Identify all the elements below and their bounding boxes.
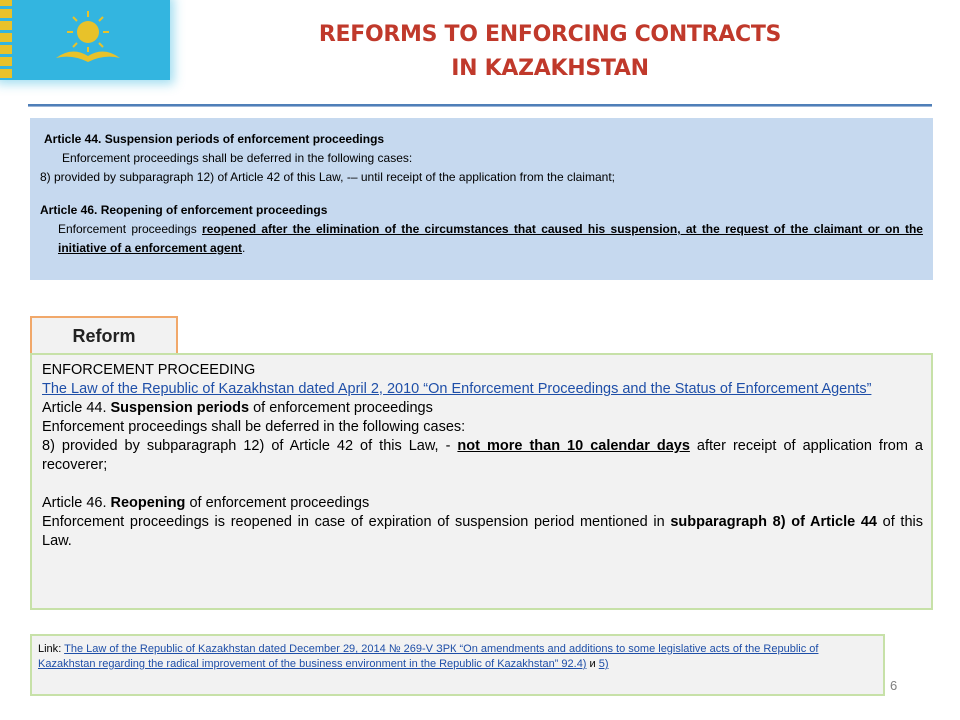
old-art46-text-underlined: reopened after the elimination of the circumstances that caused his suspension, at the request of the claimant or on the initiative of a enforcement agent bbox=[58, 222, 923, 255]
reform-art44-intro: Enforcement proceedings shall be deferred in the following cases: bbox=[42, 419, 466, 435]
reform-section-title: ENFORCEMENT PROCEEDING bbox=[42, 362, 256, 378]
footer-link-and: и bbox=[586, 658, 599, 670]
kazakhstan-flag-icon bbox=[0, 0, 170, 80]
previous-law-box bbox=[30, 118, 933, 280]
amendment-law-link-5[interactable]: 5) bbox=[598, 658, 609, 670]
reform-tab: Reform bbox=[30, 316, 178, 354]
footer-link-colon: : bbox=[58, 643, 65, 655]
old-art46-text-pre: Enforcement proceedings bbox=[58, 222, 203, 236]
old-art46-text bbox=[40, 220, 923, 258]
spacer bbox=[42, 475, 923, 494]
reform-art46-text-pre: Enforcement proceedings is reopened in case of expiration of suspension period mentioned in bbox=[42, 514, 671, 530]
reform-art44-bold: Suspension periods bbox=[110, 400, 250, 416]
reform-art46-text-bold: subparagraph 8) of Article 44 bbox=[670, 514, 877, 530]
reform-art44-post: of enforcement proceedings bbox=[249, 400, 433, 416]
footer-link-label: Link bbox=[38, 643, 59, 655]
page-number: 6 bbox=[890, 678, 898, 693]
amendment-law-link[interactable]: The Law of the Republic of Kazakhstan dated December 29, 2014 № 269-V ЗРК “On amendments and additions to some legislative acts of the Republic of Kazakhstan regarding the radical improvement of the business environment in the Republic of Kazakhstan” 92.4) bbox=[38, 643, 819, 670]
reform-art46-pre: Article 46. bbox=[42, 495, 111, 511]
title-divider bbox=[28, 104, 932, 107]
old-art46-heading: Article 46. Reopening of enforcement proceedings bbox=[40, 203, 328, 217]
old-art44-intro: Enforcement proceedings shall be deferred in the following cases: bbox=[62, 151, 413, 165]
reform-art46-post: of enforcement proceedings bbox=[185, 495, 370, 511]
old-art46-text-post: . bbox=[242, 241, 246, 255]
sun-eagle-icon bbox=[48, 6, 128, 74]
reform-art44-heading bbox=[42, 399, 923, 418]
reform-art44-item8-underlined: not more than 10 calendar days bbox=[457, 438, 690, 454]
flag-ornament bbox=[0, 0, 12, 80]
reform-art46-bold: Reopening bbox=[110, 495, 186, 511]
reform-box bbox=[30, 353, 933, 610]
law-link[interactable]: The Law of the Republic of Kazakhstan dated April 2, 2010 “On Enforcement Proceedings and the Status of Enforcement Agents” bbox=[42, 381, 872, 397]
footer-link-box bbox=[30, 634, 885, 696]
spacer bbox=[40, 187, 923, 201]
reform-art44-item8-pre: 8) provided by subparagraph 12) of Article 42 of this Law, - bbox=[42, 438, 458, 454]
title-line-1: REFORMS TO ENFORCING CONTRACTS bbox=[318, 22, 782, 47]
old-art44-heading: Article 44. Suspension periods of enforcement proceedings bbox=[44, 132, 385, 146]
page-title bbox=[230, 18, 870, 86]
reform-art44-pre: Article 44. bbox=[42, 400, 111, 416]
reform-art46-heading bbox=[42, 494, 923, 513]
title-line-2: IN KAZAKHSTAN bbox=[451, 56, 649, 81]
old-art44-item8: 8) provided by subparagraph 12) of Article 42 of this Law, -– until receipt of the application from the claimant; bbox=[40, 170, 615, 184]
reform-art44-item8 bbox=[42, 437, 923, 475]
reform-art46-text-post: of this Law. bbox=[42, 514, 923, 549]
reform-art46-text bbox=[42, 513, 923, 551]
reform-art44-item8-post: after receipt of application from a recoverer; bbox=[42, 438, 923, 473]
